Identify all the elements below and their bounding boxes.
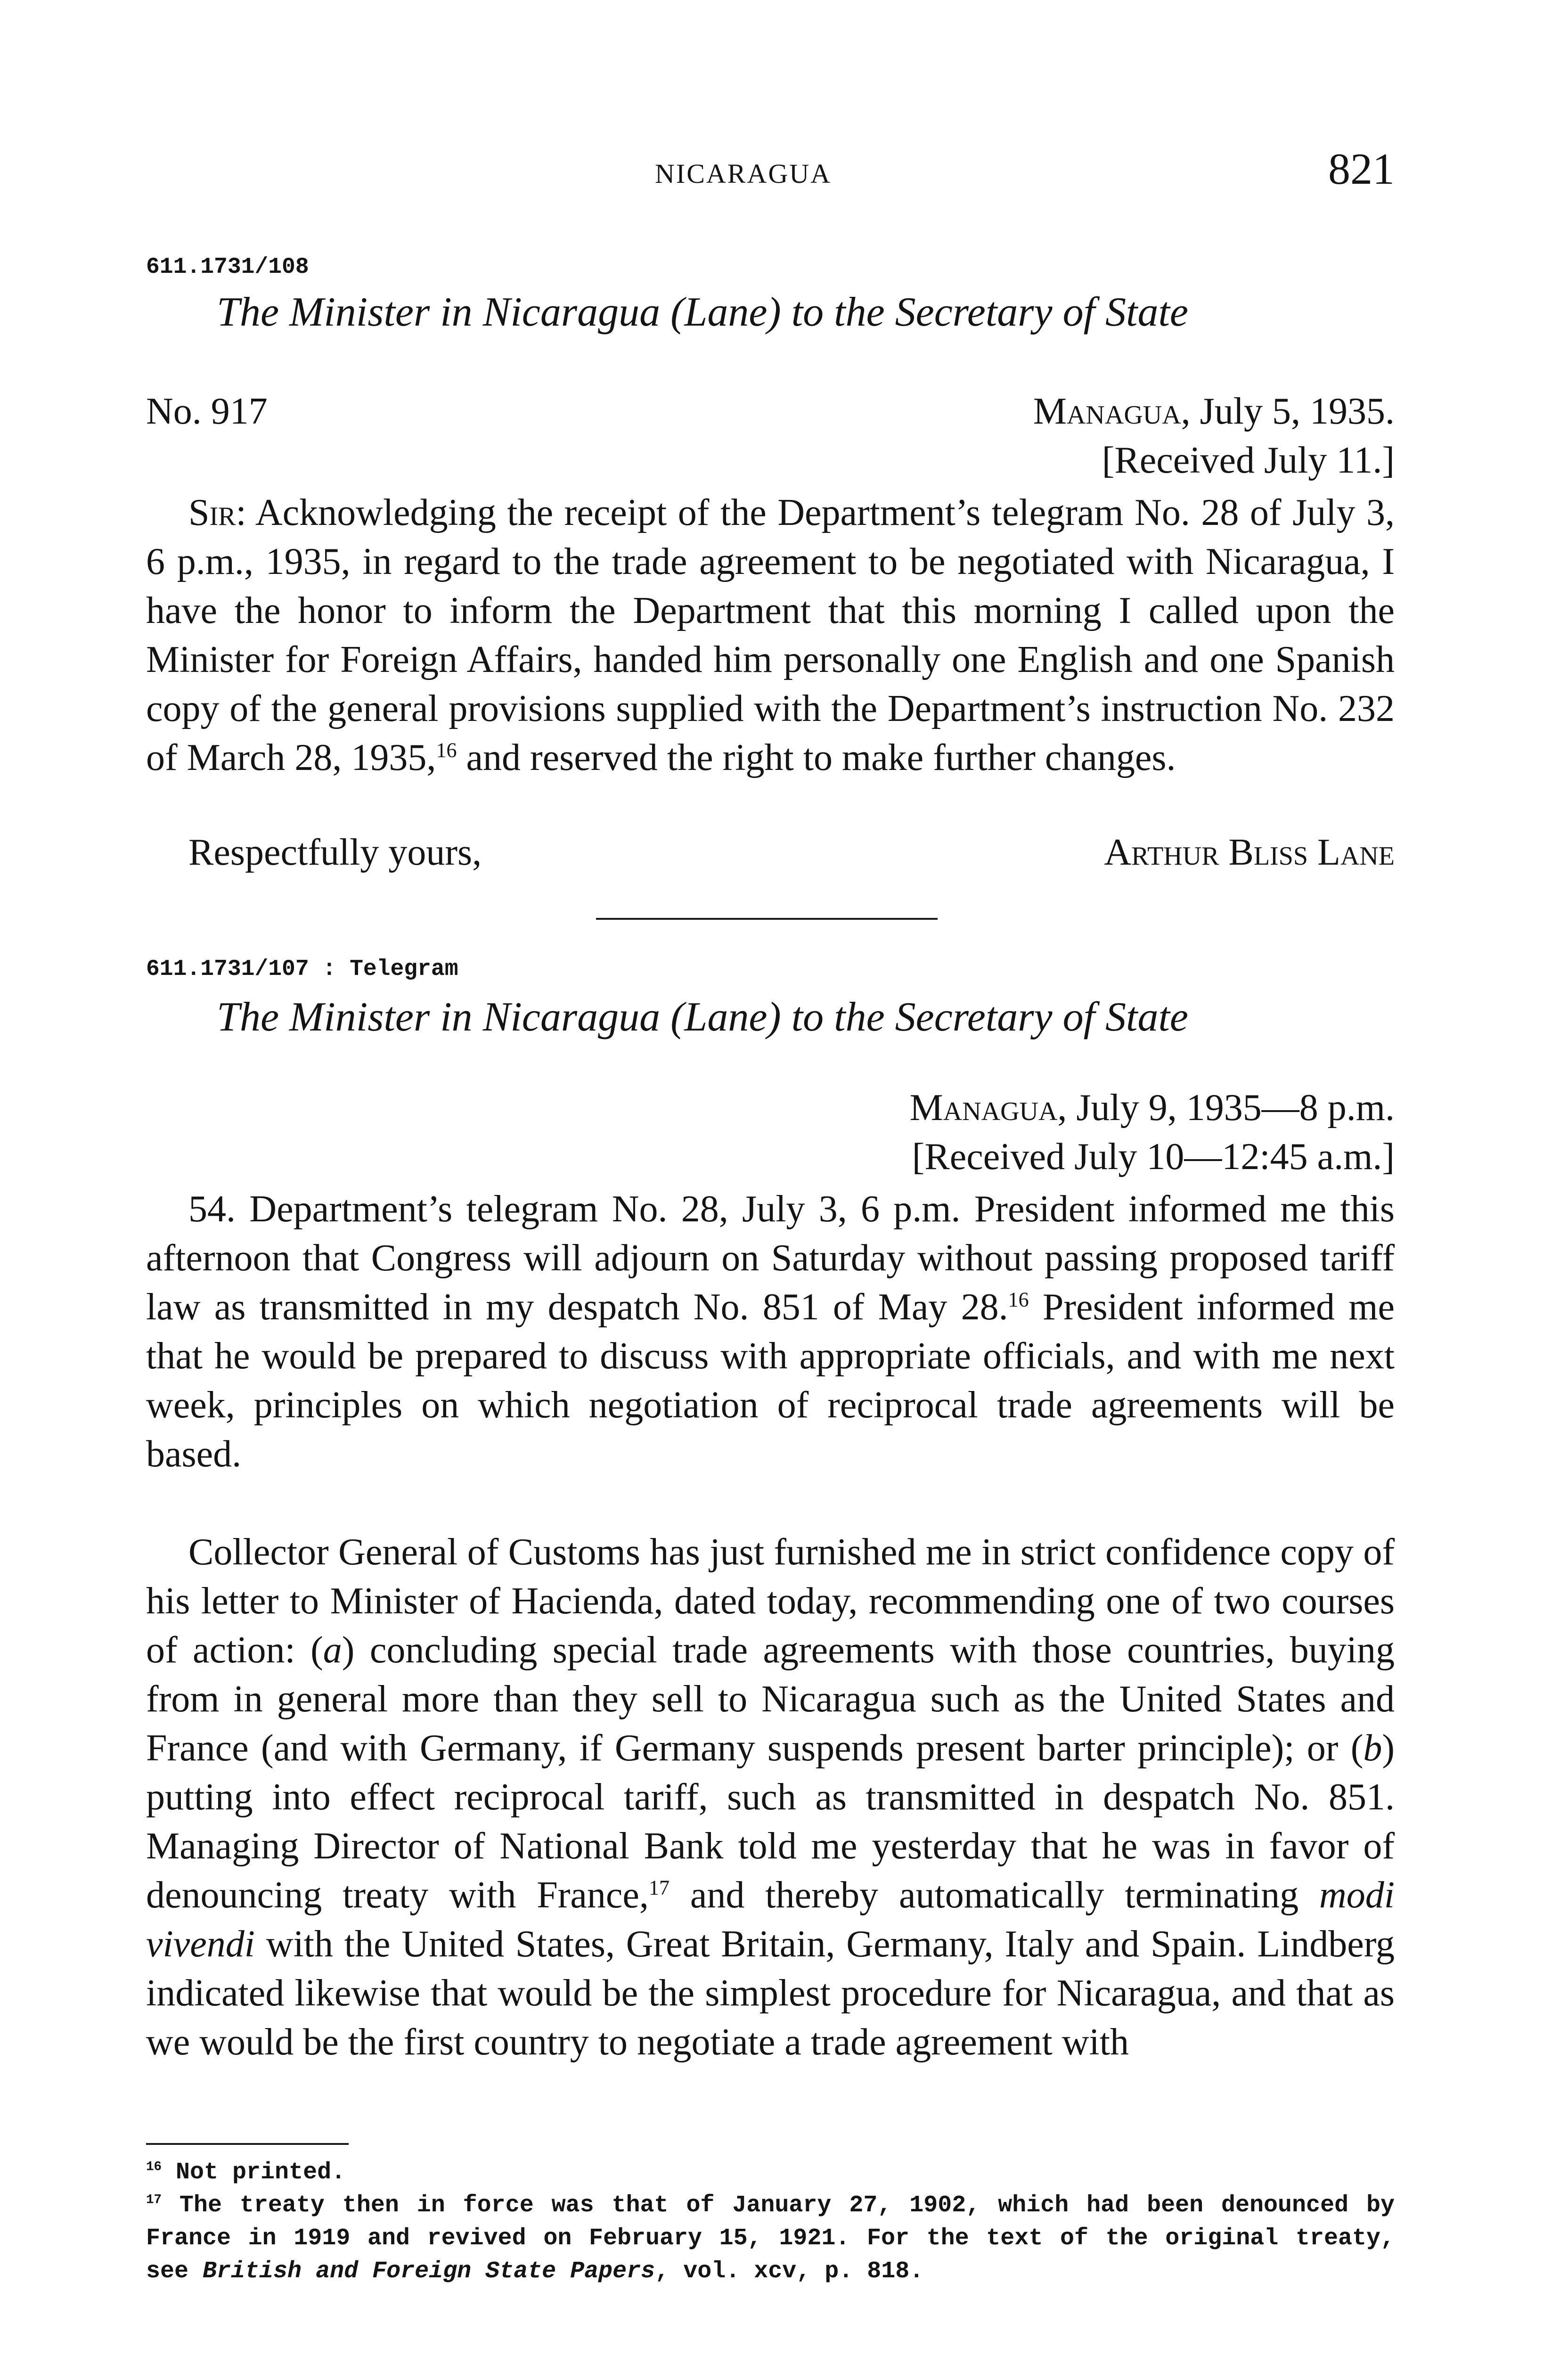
telegram-paragraph-1 [146,1185,1395,1479]
body-text-end: and reserved the right to make further changes. [457,737,1176,778]
footnote-divider [146,2143,349,2145]
heading-name: Lane [684,289,768,335]
footnote-ref: 17 [648,1876,670,1899]
body-text: : Acknowledging the receipt of the Department’s telegram No. 28 of July 3, 6 p.m., 1935, in regard to the trade agreement to be negotiated with Nicaragua, I have the honor to inform the Department that this morning I called upon the Minister for Foreign Affairs, handed him personally one English and one Spanish copy of the general provisions supplied with the Department’s instruction No. 232 of March 28, 1935, [146,492,1395,778]
signature: Arthur Bliss Lane [1104,832,1395,873]
despatch-body [146,488,1395,782]
footnote-17 [146,2189,1395,2288]
paragraph-text: ) putting into effect reciprocal tariff, such as transmitted in despatch No. 851. Managing Director of National Bank told me yesterday that he was in favor of denouncing treaty with France, [146,1727,1395,1916]
footnote-text: Not printed. [162,2159,346,2186]
paragraph-text: Collector General of Customs has just furnished me in strict confidence copy of his letter to Minister of Hacienda, dated today, recommending one of two courses of action: ( [146,1531,1395,1671]
footnotes [146,2156,1395,2288]
dateline [910,1087,1395,1129]
paragraph-text: ) concluding special trade agreements with those countries, buying from in general more than they sell to Nicaragua such as the United States and France (and with Germany, if Germany suspends present barter principle); or ( [146,1629,1395,1769]
heading-pre: The Minister in Nicaragua ( [217,994,685,1040]
document-heading [217,288,1188,336]
option-letter-a: a [323,1629,342,1671]
heading-name: Lane [684,994,768,1040]
dateline [1033,390,1395,433]
footnote-number: 17 [146,2192,162,2208]
footnote-source-title: British and Foreign State Papers [203,2258,655,2285]
file-number: 611.1731/107 : Telegram [146,957,458,982]
closing: Respectfully yours, [188,832,482,873]
section-divider [596,918,938,920]
dateline-place: Managua [909,1087,1058,1129]
footnote-number: 16 [146,2160,162,2175]
footnote-16 [146,2156,1395,2189]
page-number: 821 [1328,145,1395,194]
closing-row [188,831,1395,874]
telegram-paragraph-2 [146,1528,1395,2067]
footnote-ref: 16 [436,738,457,762]
heading-post: ) to the Secretary of State [767,994,1188,1040]
heading-post: ) to the Secretary of State [767,289,1188,335]
footnote-text-end: , vol. xcv, p. 818. [655,2258,924,2285]
paragraph-text: and thereby automatically terminating [669,1874,1319,1916]
paragraph-text-end: President informed me that he would be prepared to discuss with appropriate officials, and with me next week, principles on which negotiation of reciprocal trade agreements will be based. [146,1286,1395,1475]
despatch-number: No. 917 [146,391,268,432]
option-letter-b: b [1363,1727,1382,1769]
footnote-text: The treaty then in force was that of January 27, 1902, which had been denounced by France in 1919 and revived on February 15, 1921. For the text of the original treaty, see [146,2192,1395,2285]
salutation: Sir [188,492,236,533]
received-line: [Received July 11.] [1102,440,1395,481]
document-page [146,0,1395,2356]
received-line: [Received July 10—12:45 a.m.] [912,1136,1395,1178]
dateline-place: Managua [1033,391,1181,432]
paragraph-text: with the United States, Great Britain, Germany, Italy and Spain. Lindberg indicated likewise that would be the simplest procedure for Nicaragua, and that as we would be the first country to negotiate a trade agreement with [146,1923,1395,2063]
document-heading [217,993,1188,1041]
dateline-date: , July 5, 1935. [1181,391,1395,432]
dateline-date: , July 9, 1935—8 p.m. [1057,1087,1395,1129]
running-head: NICARAGUA [655,158,832,189]
footnote-ref: 16 [1008,1288,1029,1311]
italic-phrase: modi vivendi [146,1874,1395,1965]
paragraph-text: 54. Department’s telegram No. 28, July 3, 6 p.m. President informed me this afternoon that Congress will adjourn on Saturday without passing proposed tariff law as transmitted in my despatch No. 851 of May 28. [146,1188,1395,1328]
heading-pre: The Minister in Nicaragua ( [217,289,685,335]
file-number: 611.1731/108 [146,254,309,280]
